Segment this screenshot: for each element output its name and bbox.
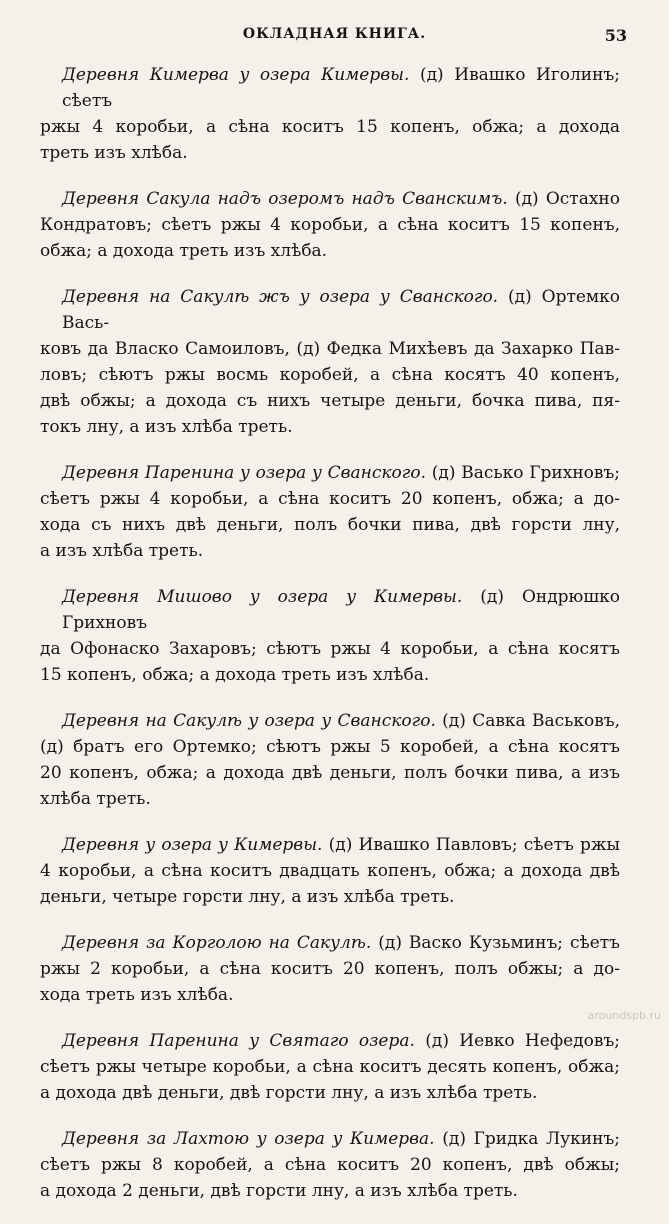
entry-line: хода съ нихъ двѣ деньги, полъ бочки пива, двѣ горсти лну, (40, 515, 620, 535)
page-number: 53 (604, 26, 627, 45)
entry-line: обжа; а дохода треть изъ хлѣба. (40, 241, 328, 261)
entry-line: двѣ обжы; а дохода съ нихъ четыре деньги, бочка пива, пя- (40, 391, 620, 411)
entry-line: сѣетъ ржы 8 коробей, а сѣна коситъ 20 копенъ, двѣ обжы; (40, 1155, 620, 1175)
entry-line: токъ лну, а изъ хлѣба треть. (40, 417, 293, 437)
village-entry (40, 708, 620, 812)
running-title: ОКЛАДНАЯ КНИГА. (242, 26, 427, 42)
village-heading: Деревня Паренина у озера у Сванского. (62, 463, 426, 483)
entry-line: ржы 4 коробьи, а сѣна коситъ 15 копенъ, обжа; а дохода (40, 117, 620, 137)
running-head (40, 26, 629, 50)
entry-first-line (40, 584, 620, 636)
entry-text: (д) Савка Васьковъ, (442, 711, 621, 731)
village-entry (40, 1028, 620, 1106)
entry-text: (д) Ортемко Вась- (62, 287, 620, 333)
entry-line: ржы 2 коробьи, а сѣна коситъ 20 копенъ, полъ обжы; а до- (40, 959, 620, 979)
entry-text: (д) Остахно (514, 189, 620, 209)
entry-text: (д) Гридка Лукинъ; (442, 1129, 620, 1149)
entry-line: а дохода 2 деньги, двѣ горсти лну, а изъ хлѣба треть. (40, 1181, 518, 1201)
village-entry (40, 1126, 620, 1204)
village-heading: Деревня Паренина у Святаго озера. (62, 1031, 415, 1051)
entry-line: Кондратовъ; сѣетъ ржы 4 коробьи, а сѣна коситъ 15 копенъ, (40, 215, 620, 235)
village-heading: Деревня за Лахтою у озера у Кимерва. (62, 1129, 435, 1149)
watermark-text: aroundspb.ru (587, 1009, 661, 1022)
entry-line: сѣетъ ржы 4 коробьи, а сѣна коситъ 20 копенъ, обжа; а до- (40, 489, 620, 509)
entry-text: (д) Васько Грихновъ; (431, 463, 621, 483)
entry-line: 15 копенъ, обжа; а дохода треть изъ хлѣба. (40, 665, 430, 685)
entry-line: а изъ хлѣба треть. (40, 541, 204, 561)
entry-line: хода треть изъ хлѣба. (40, 985, 234, 1005)
entry-first-line (40, 284, 620, 336)
entry-line: ловъ; сѣютъ ржы восмь коробей, а сѣна косятъ 40 копенъ, (40, 365, 620, 385)
entry-line: да Офонаско Захаровъ; сѣютъ ржы 4 коробьи, а сѣна косятъ (40, 639, 620, 659)
entry-line: треть изъ хлѣба. (40, 143, 188, 163)
village-heading: Деревня на Сакулѣ у озера у Сванского. (62, 711, 436, 731)
village-entry (40, 584, 620, 688)
entry-first-line (40, 930, 620, 956)
village-entry (40, 832, 620, 910)
village-entry (40, 62, 620, 166)
village-heading: Деревня Сакула надъ озеромъ надъ Сванскимъ. (62, 189, 508, 209)
entry-text: (д) Ондрюшко Грихновъ (62, 587, 621, 633)
entry-line: хлѣба треть. (40, 789, 151, 809)
entry-first-line (40, 832, 620, 858)
entry-first-line (40, 708, 620, 734)
entry-first-line (40, 1126, 620, 1152)
village-entry (40, 930, 620, 1008)
village-heading: Деревня у озера у Кимервы. (62, 835, 323, 855)
village-heading: Деревня Кимерва у озера Кимервы. (62, 65, 410, 85)
village-entry (40, 284, 620, 440)
entries-list (40, 62, 620, 1224)
village-heading: Деревня Мишово у озера у Кимервы. (62, 587, 463, 607)
entry-line: деньги, четыре горсти лну, а изъ хлѣба треть. (40, 887, 455, 907)
village-heading: Деревня за Корголою на Сакулѣ. (62, 933, 372, 953)
entry-first-line (40, 186, 620, 212)
entry-text: (д) Ивашко Павловъ; сѣетъ ржы (328, 835, 621, 855)
entry-line: а дохода двѣ деньги, двѣ горсти лну, а изъ хлѣба треть. (40, 1083, 538, 1103)
entry-line: (д) братъ его Ортемко; сѣютъ ржы 5 коробей, а сѣна косятъ (40, 737, 620, 757)
entry-first-line (40, 460, 620, 486)
entry-text: (д) Ивашко Иголинъ; сѣетъ (62, 65, 620, 111)
entry-text: (д) Иевко Нефедовъ; (425, 1031, 621, 1051)
entry-first-line (40, 1028, 620, 1054)
village-entry (40, 460, 620, 564)
entry-line: 20 копенъ, обжа; а дохода двѣ деньги, полъ бочки пива, а изъ (40, 763, 620, 783)
entry-line: ковъ да Власко Самоиловъ, (д) Федка Михѣевъ да Захарко Пав- (40, 339, 620, 359)
entry-first-line (40, 62, 620, 114)
village-entry (40, 186, 620, 264)
entry-line: сѣетъ ржы четыре коробьи, а сѣна коситъ десять копенъ, обжа; (40, 1057, 620, 1077)
entry-text: (д) Васко Кузьминъ; сѣетъ (378, 933, 620, 953)
entry-line: 4 коробьи, а сѣна коситъ двадцать копенъ, обжа; а дохода двѣ (40, 861, 620, 881)
village-heading: Деревня на Сакулѣ жъ у озера у Сванского. (62, 287, 499, 307)
